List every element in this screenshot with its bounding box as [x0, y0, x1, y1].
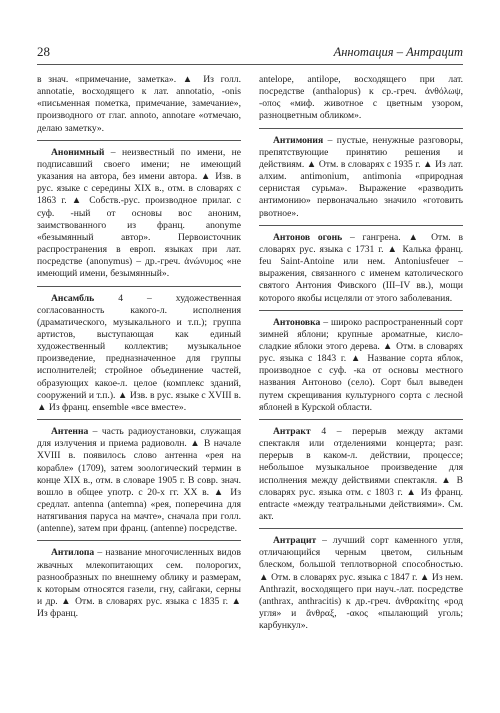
entry-body: 4 – перерыв между актами спектакля или отделениями концерта; разг. перерыв в каком-л. действии, процессе; небольшое музыкальное произведение для исполнения между действиями спектакля. ▲ В словарях рус. языка отм. с 1803 г. ▲ Из франц. entracte «между театральными действиями». См. акт. [259, 425, 463, 522]
dictionary-entry [259, 135, 463, 220]
entry-body: – название многочисленных видов жвачных млекопитающих сем. полорогих, разнообразных по внешнему облику и размерам, к которым относятся газели, гну, сайгаки, серны и др. ▲ Отм. в словарях рус. языка с 1835 г. ▲ Из франц. [37, 547, 241, 620]
dictionary-entry [259, 232, 463, 305]
running-title: Аннотация – Антрацит [333, 45, 463, 59]
entry-headword: Антракт [273, 425, 311, 437]
entry-headword: Анонимный [51, 146, 105, 158]
entry-body: – пустые, ненужные разговоры, препятствующие принятию решения и действиям. ▲ Отм. в словарях с 1935 г. ▲ Из лат. алхим. antimonium, antimonia «природная сернистая сурьма». Выражение «разводить антимонию» первоначально значило «готовить рвотное». [259, 134, 463, 219]
entry-separator [259, 310, 463, 311]
entry-separator [37, 540, 241, 541]
dictionary-entry [37, 293, 241, 415]
entry-separator [259, 528, 463, 529]
entry-headword: Антилопа [51, 547, 95, 559]
left-column [37, 74, 241, 704]
continuation-paragraph [37, 74, 241, 135]
entry-headword: Ансамбль [51, 292, 95, 304]
entry-body: – широко распространенный сорт зимней яблони; крупные ароматные, кисло-сладкие яблоки этого дерева. ▲ Отм. в словарях рус. языка с 1843 г. ▲ Название сорта яблок, производное с суф. -ка от основы местного названия Антоново (село). Сорт был выведен путем скрещивания культурного сорта с лесной яблоней в Курской области. [259, 316, 463, 413]
entry-separator [37, 140, 241, 141]
entry-headword: Антоновка [273, 316, 321, 328]
entry-separator [259, 128, 463, 129]
dictionary-entry [259, 535, 463, 632]
entry-separator [259, 419, 463, 420]
entry-headword: Антимония [273, 134, 324, 146]
entry-headword: Антонов огонь [273, 231, 343, 243]
entry-body: 4 – художественная согласованность какого-л. исполнения (драматического, музыкального и т.п.); группа артистов, выступающая как единый художественный коллектив; музыкальное произведение, предназначенное для группы исполнителей; стройное объединение частей, образующих какое-л. целое (комплекс зданий, сооружений и т.п.). ▲ Изв. в рус. языке с XVIII в. ▲ Из франц. ensemble «все вместе». [37, 292, 241, 413]
entry-separator [37, 286, 241, 287]
text-columns [37, 74, 463, 704]
entry-body: – лучший сорт каменного угля, отличающийся черным цветом, сильным блеском, большой теплотворной способностью. ▲ Отм. в словарях рус. языка с 1847 г. ▲ Из нем. Anthrazit, восходящего при науч.-лат. посредстве (anthrax, anthracitis) к др.-греч. ἀνθρακίτης «род угля» и ἄνθραξ, -ακος «пылающий уголь; карбункул». [259, 535, 463, 632]
right-column [259, 74, 463, 704]
dictionary-entry [37, 426, 241, 535]
continuation-text: antelope, antilope, восходящего при лат. посредстве (anthalopus) к ср.-греч. ἀνθόλωψ, -οπος «миф. животное с цветным узором, разноцветным обликом». [259, 74, 463, 122]
page-header [37, 44, 463, 65]
dictionary-entry [259, 426, 463, 523]
dictionary-entry [37, 547, 241, 620]
entry-body: – гангрена. ▲ Отм. в словарях рус. языка с 1731 г. ▲ Калька франц. feu Saint-Antoine или нем. Antoniusfeuer – выражения, связанного с именем католического святого Антония Фивского (III–IV вв.), мощи которого якобы исцеляли от этого заболевания. [259, 231, 463, 304]
entry-separator [259, 225, 463, 226]
dictionary-entry [259, 317, 463, 414]
page-number: 28 [37, 44, 50, 59]
continuation-paragraph [259, 74, 463, 123]
entry-body: – часть радиоустановки, служащая для излучения и приема радиоволн. ▲ В начале XVIII в. появилось слово антенна «рея на корабле» (1709), затем зоологический термин в конце XIX в., отм. в словаре 1905 г. В совр. знач. вошло в общее употр. с 20-х гг. XX в. ▲ Из средлат. antenna (antemna) «рея, поперечина для натягивания паруса на мачте», сначала при голл. (antenne), затем при франц. (antenne) посредстве. [37, 426, 241, 535]
entry-body: – неизвестный по имени, не подписавший своего имени; не имеющий указания на автора, без имени автора. ▲ Изв. в рус. языке с середины XIX в., отм. в словарях с 1863 г. ▲ Собств.-рус. производное прилаг. с суф. -ный от основы вос аноним, заимствованного из франц. anonyme «безымянный автор». Первоисточник распространения в европ. языках при лат. посредстве (anonymus) – др.-греч. ἀνώνυμος «не имеющий имени, безымянный». [37, 146, 241, 280]
entry-headword: Антенна [51, 426, 89, 438]
dictionary-entry [37, 147, 241, 281]
continuation-text: в знач. «примечание, заметка». ▲ Из голл. annotatie, восходящего к лат. annotatio, -onis «письменная пометка, примечание, замечание», производного от глаг. annoto, annotare «отмечаю, делаю заметку». [37, 74, 241, 134]
entry-separator [37, 419, 241, 420]
entry-headword: Антрацит [273, 535, 317, 547]
